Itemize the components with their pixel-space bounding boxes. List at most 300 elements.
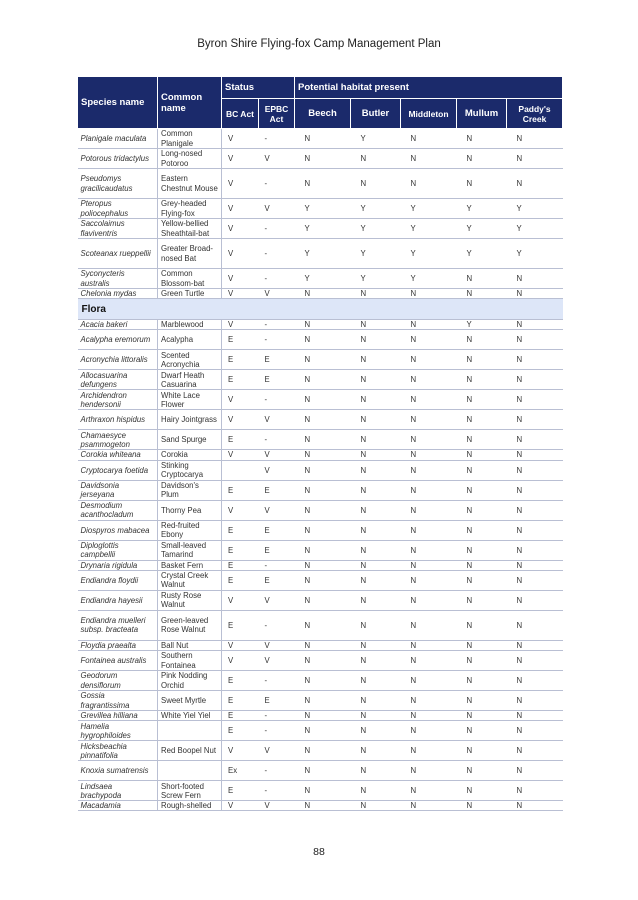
epbc-act-cell: E — [259, 370, 295, 390]
bc-act-cell: V — [222, 640, 259, 650]
species-name-cell: Diploglottis campbellii — [78, 540, 158, 560]
mullum-cell: N — [457, 741, 507, 761]
bc-act-cell: V — [222, 129, 259, 149]
table-row — [78, 199, 563, 219]
mullum-cell: Y — [457, 320, 507, 330]
butler-cell: N — [351, 570, 401, 590]
mullum-cell: N — [457, 450, 507, 460]
common-name-cell: Dwarf Heath Casuarina — [158, 370, 222, 390]
bc-act-cell: E — [222, 570, 259, 590]
epbc-act-cell: - — [259, 781, 295, 801]
butler-cell: N — [351, 651, 401, 671]
common-name-cell: Davidson's Plum — [158, 480, 222, 500]
species-name-cell: Fontainea australis — [78, 651, 158, 671]
common-name-cell: Thorny Pea — [158, 500, 222, 520]
paddys-creek-cell: N — [507, 480, 563, 500]
common-name-cell: Marblewood — [158, 320, 222, 330]
mullum-cell: N — [457, 269, 507, 289]
common-name-cell: Green Turtle — [158, 289, 222, 299]
page-header: Byron Shire Flying-fox Camp Management Plan — [197, 38, 441, 50]
beech-cell: N — [295, 390, 351, 410]
bc-act-cell: V — [222, 320, 259, 330]
epbc-act-cell: V — [259, 410, 295, 430]
butler-cell: N — [351, 691, 401, 711]
beech-cell: N — [295, 540, 351, 560]
epbc-act-cell: - — [259, 430, 295, 450]
epbc-act-cell: V — [259, 500, 295, 520]
species-name-cell: Chamaesyce psammogeton — [78, 430, 158, 450]
table-row — [78, 149, 563, 169]
common-name-cell: Basket Fern — [158, 560, 222, 570]
bc-act-cell: V — [222, 590, 259, 610]
paddys-creek-cell: N — [507, 460, 563, 480]
epbc-act-cell: E — [259, 570, 295, 590]
species-name-cell: Corokia whiteana — [78, 450, 158, 460]
middleton-cell: N — [401, 590, 457, 610]
middleton-cell: N — [401, 570, 457, 590]
epbc-act-cell: E — [259, 540, 295, 560]
paddys-creek-cell: N — [507, 761, 563, 781]
butler-cell: N — [351, 741, 401, 761]
paddys-creek-cell: N — [507, 320, 563, 330]
butler-cell: N — [351, 520, 401, 540]
common-name-cell: Common Blossom-bat — [158, 269, 222, 289]
species-name-cell: Cryptocarya foetida — [78, 460, 158, 480]
paddys-creek-cell: N — [507, 711, 563, 721]
bc-act-cell: E — [222, 520, 259, 540]
epbc-act-cell: E — [259, 350, 295, 370]
butler-cell: N — [351, 610, 401, 640]
paddys-creek-cell: N — [507, 590, 563, 610]
common-name-cell: Green-leaved Rose Walnut — [158, 610, 222, 640]
middleton-cell: N — [401, 500, 457, 520]
bc-act-cell: E — [222, 540, 259, 560]
butler-cell: N — [351, 430, 401, 450]
col-butler: Butler — [351, 99, 401, 129]
bc-act-cell: E — [222, 430, 259, 450]
middleton-cell: Y — [401, 199, 457, 219]
beech-cell: N — [295, 651, 351, 671]
beech-cell: N — [295, 480, 351, 500]
butler-cell: Y — [351, 269, 401, 289]
table-row — [78, 350, 563, 370]
middleton-cell: N — [401, 350, 457, 370]
butler-cell: Y — [351, 199, 401, 219]
middleton-cell: N — [401, 450, 457, 460]
mullum-cell: N — [457, 801, 507, 811]
butler-cell: N — [351, 640, 401, 650]
butler-cell: N — [351, 410, 401, 430]
epbc-act-cell: V — [259, 651, 295, 671]
common-name-cell: Acalypha — [158, 330, 222, 350]
col-middleton: Middleton — [401, 99, 457, 129]
beech-cell: N — [295, 450, 351, 460]
epbc-act-cell: V — [259, 149, 295, 169]
beech-cell: N — [295, 610, 351, 640]
mullum-cell: N — [457, 610, 507, 640]
table-row — [78, 169, 563, 199]
common-name-cell: Greater Broad-nosed Bat — [158, 239, 222, 269]
common-name-cell: Rough-shelled — [158, 801, 222, 811]
species-name-cell: Hamelia hygrophiloides — [78, 721, 158, 741]
mullum-cell: N — [457, 671, 507, 691]
page-number: 88 — [313, 846, 325, 858]
mullum-cell: N — [457, 651, 507, 671]
mullum-cell: N — [457, 560, 507, 570]
bc-act-cell: V — [222, 149, 259, 169]
bc-act-cell: V — [222, 199, 259, 219]
mullum-cell: Y — [457, 239, 507, 269]
species-name-cell: Geodorum densiflorum — [78, 671, 158, 691]
paddys-creek-cell: N — [507, 350, 563, 370]
beech-cell: N — [295, 761, 351, 781]
butler-cell: N — [351, 540, 401, 560]
middleton-cell: N — [401, 640, 457, 650]
species-name-cell: Davidsonia jerseyana — [78, 480, 158, 500]
mullum-cell: N — [457, 711, 507, 721]
common-name-cell: Common Planigale — [158, 129, 222, 149]
bc-act-cell: E — [222, 781, 259, 801]
mullum-cell: N — [457, 480, 507, 500]
species-name-cell: Desmodium acanthocladum — [78, 500, 158, 520]
bc-act-cell: V — [222, 801, 259, 811]
table-row — [78, 330, 563, 350]
species-name-cell: Endiandra floydii — [78, 570, 158, 590]
col-beech: Beech — [295, 99, 351, 129]
middleton-cell: N — [401, 480, 457, 500]
paddys-creek-cell: N — [507, 390, 563, 410]
butler-cell: N — [351, 370, 401, 390]
species-name-cell: Syconycteris australis — [78, 269, 158, 289]
middleton-cell: N — [401, 520, 457, 540]
paddys-creek-cell: N — [507, 540, 563, 560]
table-row — [78, 460, 563, 480]
middleton-cell: N — [401, 781, 457, 801]
bc-act-cell: E — [222, 560, 259, 570]
middleton-cell: N — [401, 560, 457, 570]
common-name-cell: Scented Acronychia — [158, 350, 222, 370]
beech-cell: N — [295, 320, 351, 330]
bc-act-cell: V — [222, 269, 259, 289]
bc-act-cell: E — [222, 721, 259, 741]
table-row — [78, 500, 563, 520]
table-row — [78, 590, 563, 610]
table-row — [78, 370, 563, 390]
paddys-creek-cell: N — [507, 410, 563, 430]
middleton-cell: N — [401, 169, 457, 199]
species-table — [77, 76, 563, 811]
table-row — [78, 540, 563, 560]
butler-cell: N — [351, 330, 401, 350]
paddys-creek-cell: Y — [507, 239, 563, 269]
mullum-cell: N — [457, 330, 507, 350]
beech-cell: N — [295, 801, 351, 811]
common-name-cell: Southern Fontainea — [158, 651, 222, 671]
beech-cell: N — [295, 330, 351, 350]
epbc-act-cell: V — [259, 590, 295, 610]
beech-cell: N — [295, 520, 351, 540]
col-mullum: Mullum — [457, 99, 507, 129]
table-row — [78, 520, 563, 540]
col-common-name: Common name — [158, 77, 222, 129]
bc-act-cell: V — [222, 390, 259, 410]
mullum-cell: N — [457, 390, 507, 410]
col-group-status: Status — [222, 77, 295, 99]
species-name-cell: Planigale maculata — [78, 129, 158, 149]
epbc-act-cell: E — [259, 520, 295, 540]
middleton-cell: N — [401, 691, 457, 711]
common-name-cell: Ball Nut — [158, 640, 222, 650]
mullum-cell: N — [457, 520, 507, 540]
table-row — [78, 651, 563, 671]
butler-cell: Y — [351, 129, 401, 149]
middleton-cell: N — [401, 320, 457, 330]
mullum-cell: N — [457, 169, 507, 199]
mullum-cell: N — [457, 460, 507, 480]
species-name-cell: Gossia fragrantissima — [78, 691, 158, 711]
paddys-creek-cell: N — [507, 430, 563, 450]
common-name-cell: Short-footed Screw Fern — [158, 781, 222, 801]
species-name-cell: Macadamia — [78, 801, 158, 811]
butler-cell: N — [351, 390, 401, 410]
bc-act-cell: V — [222, 410, 259, 430]
butler-cell: N — [351, 149, 401, 169]
common-name-cell: White Lace Flower — [158, 390, 222, 410]
beech-cell: N — [295, 129, 351, 149]
mullum-cell: N — [457, 410, 507, 430]
middleton-cell: Y — [401, 239, 457, 269]
species-name-cell: Hicksbeachia pinnatifolia — [78, 741, 158, 761]
paddys-creek-cell: N — [507, 370, 563, 390]
epbc-act-cell: - — [259, 219, 295, 239]
epbc-act-cell: - — [259, 671, 295, 691]
beech-cell: N — [295, 711, 351, 721]
bc-act-cell: V — [222, 500, 259, 520]
epbc-act-cell: - — [259, 761, 295, 781]
species-name-cell: Archidendron hendersonii — [78, 390, 158, 410]
common-name-cell: Hairy Jointgrass — [158, 410, 222, 430]
beech-cell: N — [295, 350, 351, 370]
epbc-act-cell: V — [259, 640, 295, 650]
paddys-creek-cell: N — [507, 801, 563, 811]
butler-cell: N — [351, 781, 401, 801]
paddys-creek-cell: N — [507, 741, 563, 761]
table-row — [78, 691, 563, 711]
table-row — [78, 560, 563, 570]
mullum-cell: N — [457, 590, 507, 610]
epbc-act-cell: - — [259, 129, 295, 149]
beech-cell: Y — [295, 239, 351, 269]
middleton-cell: N — [401, 430, 457, 450]
butler-cell: N — [351, 590, 401, 610]
paddys-creek-cell: N — [507, 781, 563, 801]
butler-cell: N — [351, 289, 401, 299]
table-row — [78, 741, 563, 761]
paddys-creek-cell: Y — [507, 219, 563, 239]
paddys-creek-cell: N — [507, 129, 563, 149]
section-label-flora: Flora — [78, 299, 563, 320]
epbc-act-cell: V — [259, 741, 295, 761]
middleton-cell: N — [401, 761, 457, 781]
paddys-creek-cell: N — [507, 721, 563, 741]
table-row — [78, 640, 563, 650]
bc-act-cell: E — [222, 711, 259, 721]
table-row — [78, 289, 563, 299]
species-name-cell: Arthraxon hispidus — [78, 410, 158, 430]
paddys-creek-cell: N — [507, 610, 563, 640]
beech-cell: N — [295, 570, 351, 590]
epbc-act-cell: - — [259, 560, 295, 570]
paddys-creek-cell: N — [507, 289, 563, 299]
middleton-cell: N — [401, 149, 457, 169]
paddys-creek-cell: N — [507, 671, 563, 691]
epbc-act-cell: V — [259, 460, 295, 480]
epbc-act-cell: - — [259, 269, 295, 289]
beech-cell: N — [295, 671, 351, 691]
mullum-cell: N — [457, 540, 507, 560]
butler-cell: N — [351, 761, 401, 781]
beech-cell: N — [295, 410, 351, 430]
middleton-cell: N — [401, 289, 457, 299]
beech-cell: N — [295, 721, 351, 741]
epbc-act-cell: - — [259, 721, 295, 741]
species-name-cell: Drynaria rigidula — [78, 560, 158, 570]
bc-act-cell: Ex — [222, 761, 259, 781]
table-row — [78, 781, 563, 801]
common-name-cell — [158, 721, 222, 741]
table-row — [78, 761, 563, 781]
middleton-cell: N — [401, 370, 457, 390]
middleton-cell: Y — [401, 269, 457, 289]
col-group-habitat: Potential habitat present — [295, 77, 563, 99]
beech-cell: N — [295, 169, 351, 199]
bc-act-cell: V — [222, 219, 259, 239]
butler-cell: N — [351, 560, 401, 570]
middleton-cell: N — [401, 671, 457, 691]
common-name-cell: Sweet Myrtle — [158, 691, 222, 711]
species-name-cell: Allocasuarina defungens — [78, 370, 158, 390]
epbc-act-cell: E — [259, 480, 295, 500]
middleton-cell: N — [401, 610, 457, 640]
common-name-cell: Long-nosed Potoroo — [158, 149, 222, 169]
beech-cell: N — [295, 781, 351, 801]
common-name-cell: Crystal Creek Walnut — [158, 570, 222, 590]
table-row — [78, 480, 563, 500]
bc-act-cell: E — [222, 350, 259, 370]
epbc-act-cell: E — [259, 691, 295, 711]
paddys-creek-cell: N — [507, 500, 563, 520]
mullum-cell: N — [457, 289, 507, 299]
species-name-cell: Knoxia sumatrensis — [78, 761, 158, 781]
species-name-cell: Acacia bakeri — [78, 320, 158, 330]
table-row — [78, 610, 563, 640]
table-row — [78, 129, 563, 149]
table-row — [78, 219, 563, 239]
middleton-cell: N — [401, 741, 457, 761]
paddys-creek-cell: N — [507, 570, 563, 590]
common-name-cell: Sand Spurge — [158, 430, 222, 450]
middleton-cell: N — [401, 721, 457, 741]
middleton-cell: N — [401, 711, 457, 721]
table-row — [78, 711, 563, 721]
middleton-cell: N — [401, 129, 457, 149]
epbc-act-cell: - — [259, 330, 295, 350]
common-name-cell: Grey-headed Flying-fox — [158, 199, 222, 219]
table-row — [78, 671, 563, 691]
common-name-cell: Pink Nodding Orchid — [158, 671, 222, 691]
mullum-cell: N — [457, 721, 507, 741]
species-name-cell: Endiandra muelleri subsp. bracteata — [78, 610, 158, 640]
middleton-cell: N — [401, 390, 457, 410]
fauna-rows — [78, 129, 563, 299]
table-row — [78, 801, 563, 811]
section-row-flora — [78, 299, 563, 320]
table-row — [78, 269, 563, 289]
butler-cell: N — [351, 671, 401, 691]
epbc-act-cell: V — [259, 289, 295, 299]
epbc-act-cell: V — [259, 801, 295, 811]
table-row — [78, 570, 563, 590]
col-species-name: Species name — [78, 77, 158, 129]
butler-cell: N — [351, 460, 401, 480]
paddys-creek-cell: N — [507, 520, 563, 540]
butler-cell: N — [351, 169, 401, 199]
common-name-cell: White Yiel Yiel — [158, 711, 222, 721]
bc-act-cell: E — [222, 671, 259, 691]
butler-cell: N — [351, 721, 401, 741]
paddys-creek-cell: N — [507, 560, 563, 570]
table-row — [78, 410, 563, 430]
col-paddys-creek: Paddy's Creek — [507, 99, 563, 129]
mullum-cell: N — [457, 781, 507, 801]
species-name-cell: Pteropus poliocephalus — [78, 199, 158, 219]
butler-cell: N — [351, 711, 401, 721]
flora-rows — [78, 320, 563, 811]
mullum-cell: N — [457, 691, 507, 711]
common-name-cell: Stinking Cryptocarya — [158, 460, 222, 480]
butler-cell: N — [351, 450, 401, 460]
beech-cell: N — [295, 640, 351, 650]
bc-act-cell: E — [222, 610, 259, 640]
epbc-act-cell: V — [259, 199, 295, 219]
beech-cell: N — [295, 741, 351, 761]
species-name-cell: Acronychia littoralis — [78, 350, 158, 370]
beech-cell: N — [295, 691, 351, 711]
bc-act-cell: V — [222, 169, 259, 199]
butler-cell: Y — [351, 239, 401, 269]
bc-act-cell: V — [222, 741, 259, 761]
table-row — [78, 450, 563, 460]
middleton-cell: N — [401, 410, 457, 430]
species-name-cell: Chelonia mydas — [78, 289, 158, 299]
mullum-cell: N — [457, 570, 507, 590]
beech-cell: N — [295, 560, 351, 570]
butler-cell: N — [351, 320, 401, 330]
mullum-cell: N — [457, 761, 507, 781]
species-name-cell: Acalypha eremorum — [78, 330, 158, 350]
mullum-cell: N — [457, 149, 507, 169]
mullum-cell: N — [457, 350, 507, 370]
paddys-creek-cell: N — [507, 149, 563, 169]
species-name-cell: Diospyros mabacea — [78, 520, 158, 540]
common-name-cell: Yellow-bellied Sheathtail-bat — [158, 219, 222, 239]
common-name-cell: Red-fruited Ebony — [158, 520, 222, 540]
species-name-cell: Pseudomys gracilicaudatus — [78, 169, 158, 199]
bc-act-cell — [222, 460, 259, 480]
table-row — [78, 721, 563, 741]
butler-cell: N — [351, 350, 401, 370]
bc-act-cell: V — [222, 239, 259, 269]
